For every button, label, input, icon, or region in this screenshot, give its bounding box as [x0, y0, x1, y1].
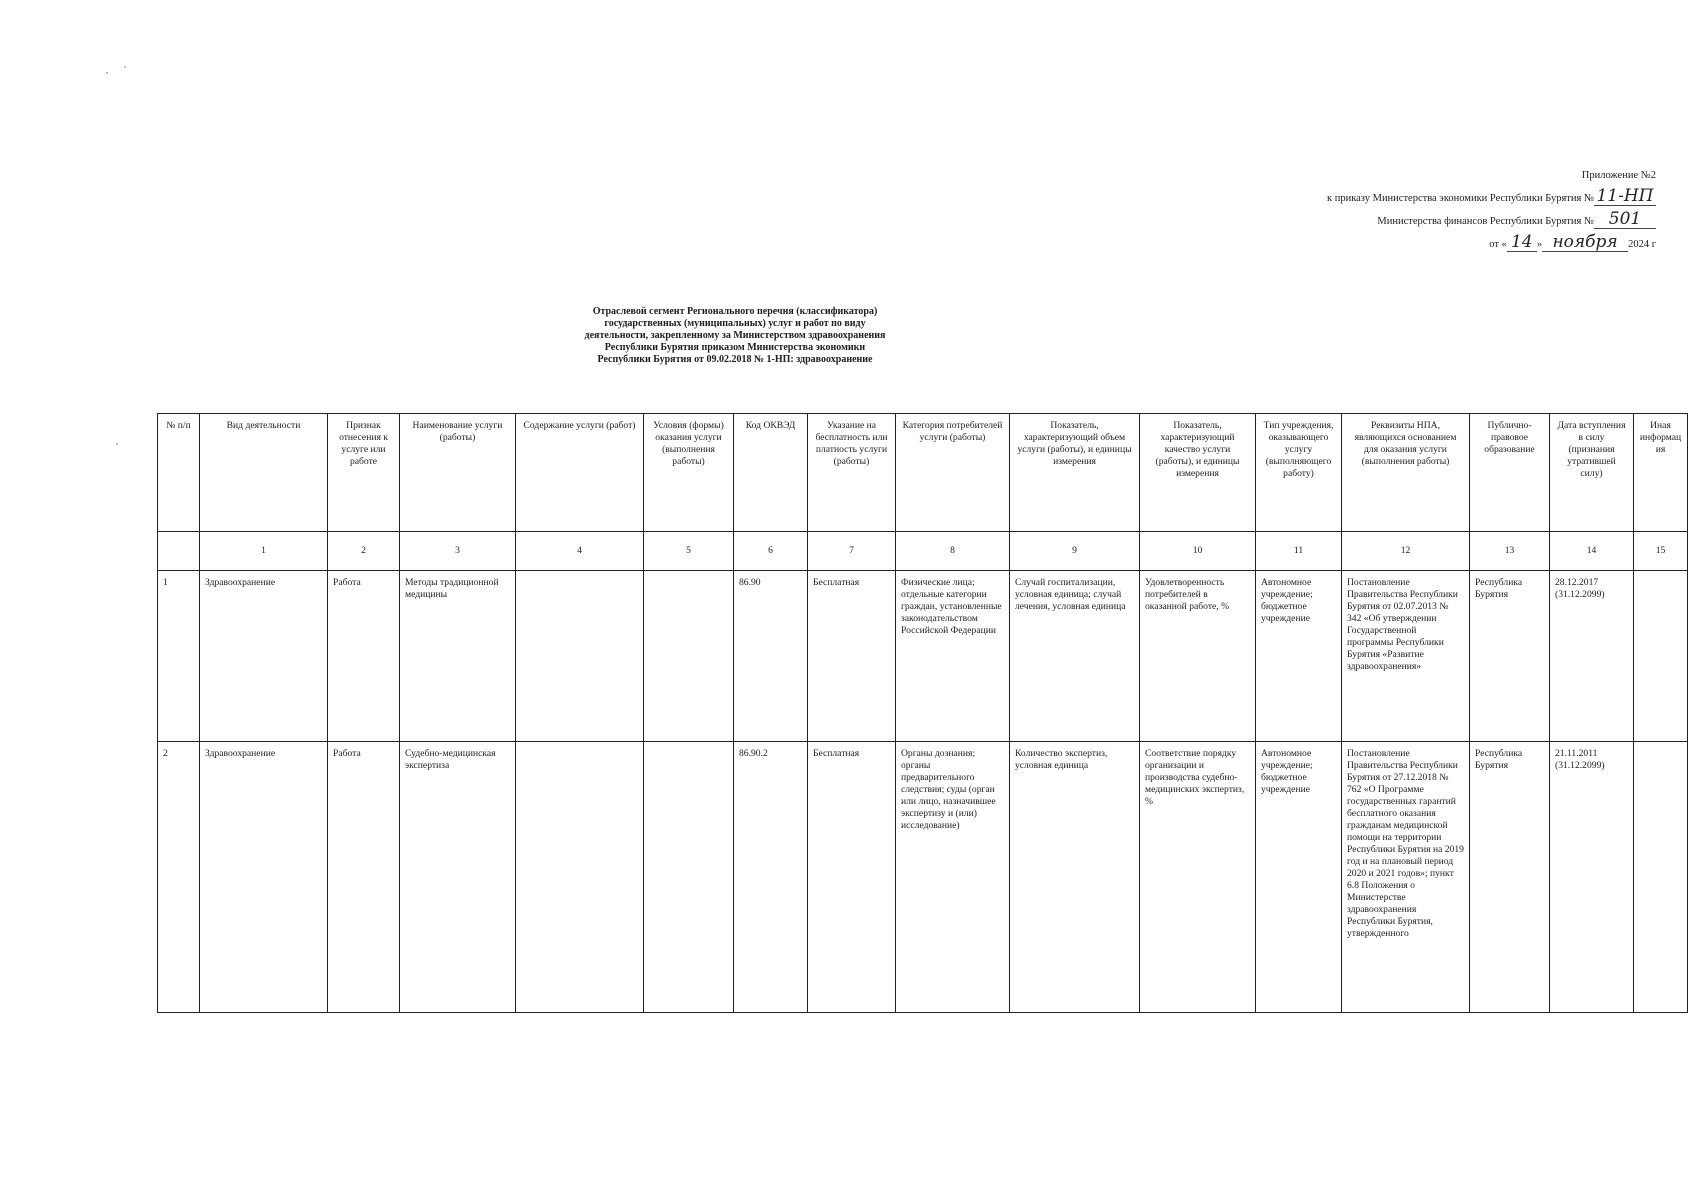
- title-line: деятельности, закрепленному за Министерством здравоохранения: [584, 330, 886, 341]
- table-cell: 1: [158, 571, 200, 742]
- column-number: 7: [808, 532, 896, 571]
- table-cell: Судебно-медицинская экспертиза: [400, 742, 516, 1013]
- column-header: Дата вступления в силу (признания утратившей силу): [1550, 414, 1634, 532]
- column-header: Код ОКВЭД: [734, 414, 808, 532]
- table-cell: Работа: [328, 742, 400, 1013]
- title-line: Республики Бурятия от 09.02.2018 № 1-НП: здравоохранение: [597, 354, 873, 365]
- table-cell: 21.11.2011 (31.12.2099): [1550, 742, 1634, 1013]
- scan-speck: [116, 443, 118, 445]
- table-header-row: [158, 414, 1688, 532]
- scan-speck: [124, 66, 126, 68]
- column-header: Иная информация: [1634, 414, 1688, 532]
- column-number: 8: [896, 532, 1010, 571]
- column-header: Тип учреждения, оказывающего услугу (выполняющего работу): [1256, 414, 1342, 532]
- table-cell: Автономное учреждение; бюджетное учреждение: [1256, 571, 1342, 742]
- table-cell: [516, 742, 644, 1013]
- column-header: Вид деятельности: [200, 414, 328, 532]
- table-cell: Постановление Правительства Республики Бурятия от 02.07.2013 № 342 «Об утверждении Государственной программы Республики Бурятия «Развитие здравоохранения»: [1342, 571, 1470, 742]
- date-prefix: от «: [1489, 239, 1507, 250]
- column-number: 14: [1550, 532, 1634, 571]
- table-cell: Республика Бурятия: [1470, 742, 1550, 1013]
- title-line: государственных (муниципальных) услуг и работ по виду: [604, 318, 866, 329]
- column-number: 3: [400, 532, 516, 571]
- column-header: Условия (формы) оказания услуги (выполнения работы): [644, 414, 734, 532]
- table-cell: Физические лица; отдельные категории граждан, установленные законодательством Российской Федерации: [896, 571, 1010, 742]
- table-cell: [644, 571, 734, 742]
- document-header: [1327, 164, 1656, 256]
- table-cell: 86.90.2: [734, 742, 808, 1013]
- document-title: [520, 306, 950, 366]
- column-number-row: [158, 532, 1688, 571]
- column-header: Указание на бесплатность или платность услуги (работы): [808, 414, 896, 532]
- table-cell: Бесплатная: [808, 742, 896, 1013]
- date-suffix: 2024 г: [1628, 239, 1656, 250]
- column-number: 2: [328, 532, 400, 571]
- order-economy-text: к приказу Министерства экономики Республики Бурятия №: [1326, 193, 1594, 204]
- column-number: 13: [1470, 532, 1550, 571]
- column-header: Реквизиты НПА, являющихся основанием для оказания услуги (выполнения работы): [1342, 414, 1470, 532]
- column-header: Наименование услуги (работы): [400, 414, 516, 532]
- order-date-line: [1327, 233, 1656, 256]
- column-number: 11: [1256, 532, 1342, 571]
- table-cell: Республика Бурятия: [1470, 571, 1550, 742]
- appendix-label: Приложение №2: [1581, 170, 1656, 181]
- table-cell: Автономное учреждение; бюджетное учреждение: [1256, 742, 1342, 1013]
- table-cell: Методы традиционной медицины: [400, 571, 516, 742]
- column-header: Признак отнесения к услуге или работе: [328, 414, 400, 532]
- table-cell: [1634, 571, 1688, 742]
- column-number: [158, 532, 200, 571]
- table-cell: Удовлетворенность потребителей в оказанной работе, %: [1140, 571, 1256, 742]
- column-header: № п/п: [158, 414, 200, 532]
- column-header: Показатель, характеризующий объем услуги (работы), и единицы измерения: [1010, 414, 1140, 532]
- column-number: 1: [200, 532, 328, 571]
- table-cell: [516, 571, 644, 742]
- table-cell: Постановление Правительства Республики Бурятия от 27.12.2018 № 762 «О Программе государственных гарантий бесплатного оказания гражданам медицинской помощи на территории Республики Бурятия на 2019 год и на плановый период 2020 и 2021 годов»; пункт 6.8 Положения о Министерстве здравоохранения Республики Бурятия, утвержденного: [1342, 742, 1470, 1013]
- column-header: Содержание услуги (работ): [516, 414, 644, 532]
- column-number: 12: [1342, 532, 1470, 571]
- table-cell: 2: [158, 742, 200, 1013]
- date-month: ноября: [1542, 233, 1628, 252]
- services-registry-table: [157, 413, 1688, 1013]
- title-line: Республики Бурятия приказом Министерства экономики: [604, 342, 866, 353]
- order-economy-number: 11-НП: [1594, 187, 1656, 206]
- order-economy-line: [1327, 187, 1656, 210]
- table-cell: [644, 742, 734, 1013]
- table-cell: Здравоохранение: [200, 571, 328, 742]
- column-number: 5: [644, 532, 734, 571]
- scan-speck: [106, 72, 108, 74]
- date-separator: »: [1536, 239, 1543, 250]
- column-number: 10: [1140, 532, 1256, 571]
- table-row: [158, 571, 1688, 742]
- table-cell: 28.12.2017 (31.12.2099): [1550, 571, 1634, 742]
- table-cell: Здравоохранение: [200, 742, 328, 1013]
- column-header: Категория потребителей услуги (работы): [896, 414, 1010, 532]
- table-row: [158, 742, 1688, 1013]
- column-number: 9: [1010, 532, 1140, 571]
- column-number: 4: [516, 532, 644, 571]
- order-finance-text: Министерства финансов Республики Бурятия №: [1377, 216, 1594, 227]
- table-cell: [1634, 742, 1688, 1013]
- table-cell: Случай госпитализации, условная единица; случай лечения, условная единица: [1010, 571, 1140, 742]
- table-cell: 86.90: [734, 571, 808, 742]
- table-cell: Работа: [328, 571, 400, 742]
- table-cell: Органы дознания; органы предварительного следствия; суды (орган или лицо, назначившее экспертизу и (или) исследование): [896, 742, 1010, 1013]
- title-line: Отраслевой сегмент Регионального перечня (классификатора): [592, 306, 878, 317]
- column-number: 6: [734, 532, 808, 571]
- date-day: 14: [1507, 233, 1537, 252]
- table-cell: Количество экспертиз, условная единица: [1010, 742, 1140, 1013]
- column-number: 15: [1634, 532, 1688, 571]
- column-header: Показатель, характеризующий качество услуги (работы), и единицы измерения: [1140, 414, 1256, 532]
- table-cell: Бесплатная: [808, 571, 896, 742]
- column-header: Публично-правовое образование: [1470, 414, 1550, 532]
- table-cell: Соответствие порядку организации и производства судебно-медицинских экспертиз, %: [1140, 742, 1256, 1013]
- order-finance-number: 501: [1594, 210, 1656, 229]
- order-finance-line: [1327, 210, 1656, 233]
